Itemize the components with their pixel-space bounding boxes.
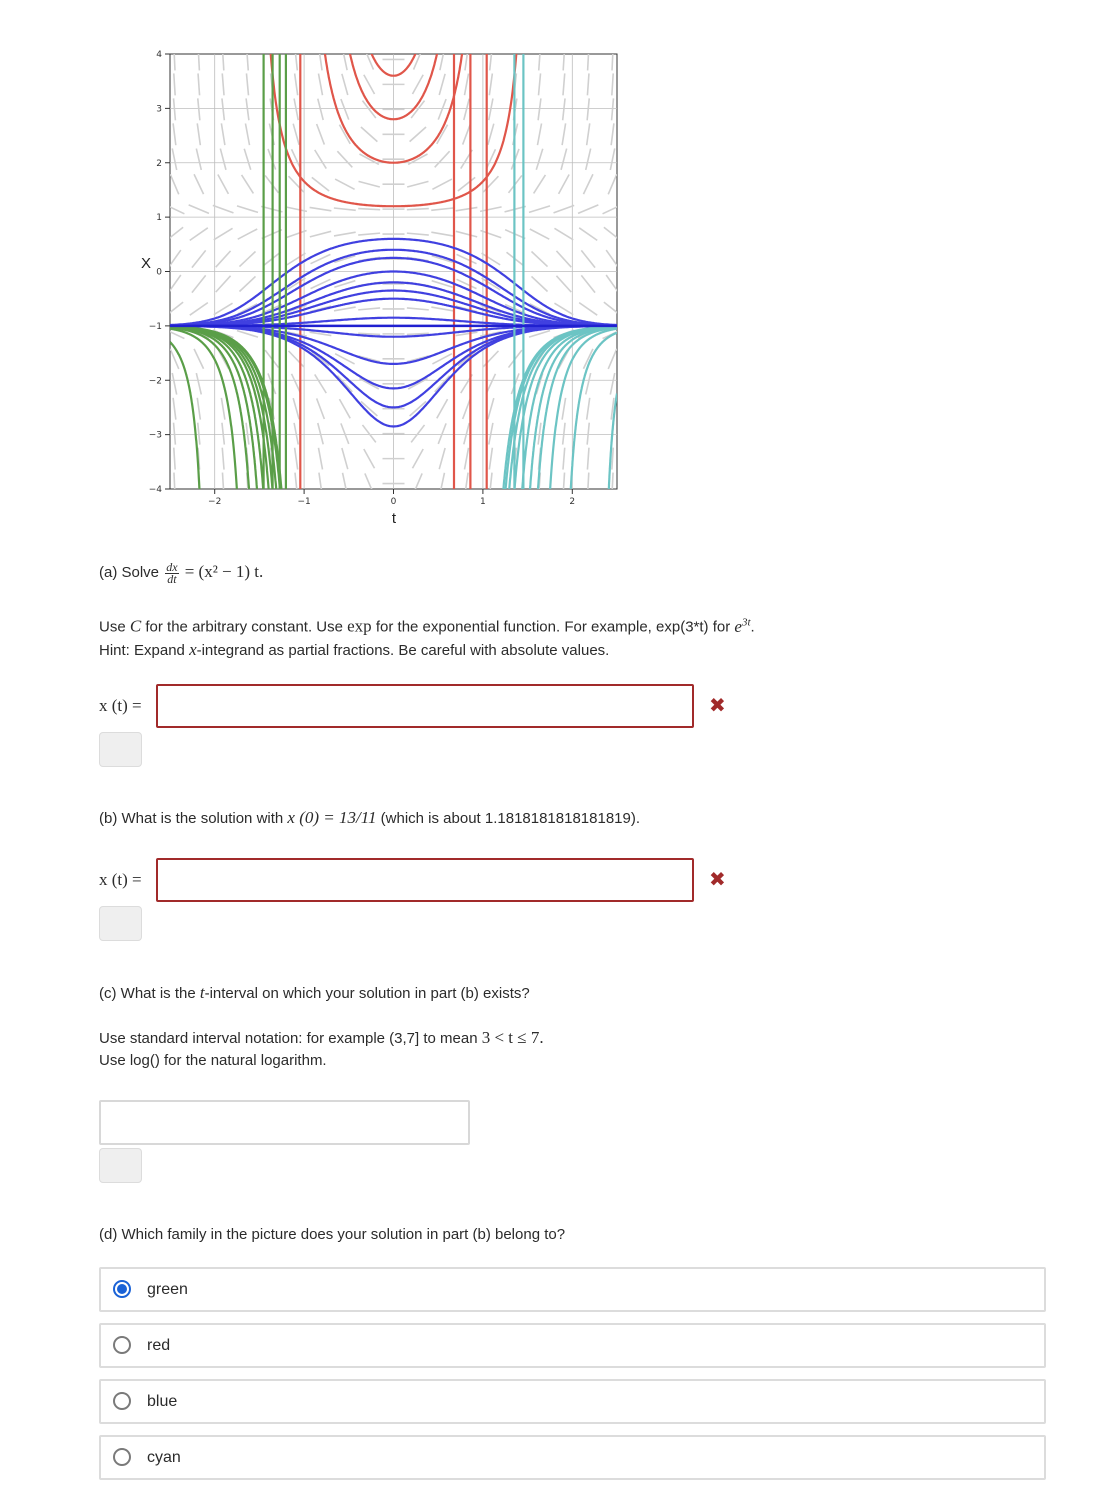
- radio-green[interactable]: [113, 1280, 131, 1298]
- choice-label-blue: blue: [147, 1393, 178, 1410]
- x-tick-label: 0: [390, 497, 397, 507]
- part-b-answer-input[interactable]: [156, 858, 694, 902]
- y-tick-label: 0: [156, 267, 162, 278]
- part-d-question: (d) Which family in the picture does your solution in part (b) belong to?: [99, 1226, 566, 1243]
- choice-red[interactable]: [99, 1323, 1046, 1368]
- y-axis-ticks: [149, 50, 170, 495]
- x-tick-label: −2: [208, 497, 222, 507]
- part-b-preview-button[interactable]: [99, 906, 142, 941]
- x-tick-label: −1: [297, 497, 311, 507]
- part-b-incorrect-icon: ✖: [709, 869, 726, 891]
- part-c-question: (c) What is the t-interval on which your solution in part (b) exists?: [99, 983, 530, 1002]
- slope-segment: [174, 473, 175, 495]
- choice-label-green: green: [147, 1281, 188, 1298]
- part-a-instructions: Use C for the arbitrary constant. Use exp for the exponential function. For example, exp(3*t) for $e^{3t}$. Hint: Expand x-integrand as partial fractions. Be careful with absolute values.: [99, 616, 755, 659]
- slope-field-plot: [0, 0, 640, 535]
- derivative-fraction: $\frac{dx}{dt}$: [166, 559, 178, 586]
- y-tick-label: 1: [156, 213, 162, 224]
- y-tick-label: −3: [148, 430, 162, 441]
- choice-label-red: red: [147, 1337, 171, 1354]
- x-tick-label: 2: [569, 497, 576, 507]
- y-tick-label: −4: [148, 485, 162, 495]
- part-a-preview-button[interactable]: [99, 732, 142, 767]
- choice-label-cyan: cyan: [147, 1449, 181, 1466]
- y-axis-label: X: [140, 255, 152, 272]
- radio-red[interactable]: [113, 1336, 131, 1354]
- y-tick-label: 2: [156, 158, 162, 169]
- choice-cyan[interactable]: [99, 1435, 1046, 1480]
- part-a-question: (a) Solve $\frac{dx}{dt}$ = (x² − 1) t.: [99, 559, 264, 586]
- x-tick-label: 1: [480, 497, 486, 507]
- slope-segment: [612, 48, 613, 70]
- part-b-question: (b) What is the solution with x (0) = 13/11 (which is about 1.1818181818181819).: [99, 808, 641, 827]
- x-axis-ticks: [208, 489, 575, 507]
- part-c-preview-button[interactable]: [99, 1148, 142, 1183]
- slope-segment: [612, 473, 613, 495]
- part-a-incorrect-icon: ✖: [709, 695, 726, 717]
- y-tick-label: −2: [148, 376, 162, 387]
- slope-segment: [174, 48, 175, 70]
- choice-blue[interactable]: [99, 1379, 1046, 1424]
- radio-cyan[interactable]: [113, 1448, 131, 1466]
- radio-blue[interactable]: [113, 1392, 131, 1410]
- y-tick-label: 4: [156, 50, 162, 60]
- y-tick-label: −1: [148, 321, 162, 332]
- choice-green[interactable]: [99, 1267, 1046, 1312]
- part-c-interval-input[interactable]: [99, 1100, 470, 1145]
- part-a-answer-label: x (t) =: [99, 696, 142, 715]
- part-c-notes: Use standard interval notation: for example (3,7] to mean 3 < t ≤ 7. Use log() for the natural logarithm.: [99, 1028, 544, 1069]
- part-a-answer-input[interactable]: [156, 684, 694, 728]
- x-axis-label: t: [391, 510, 397, 527]
- y-tick-label: 3: [156, 104, 162, 115]
- part-b-answer-label: x (t) =: [99, 870, 142, 889]
